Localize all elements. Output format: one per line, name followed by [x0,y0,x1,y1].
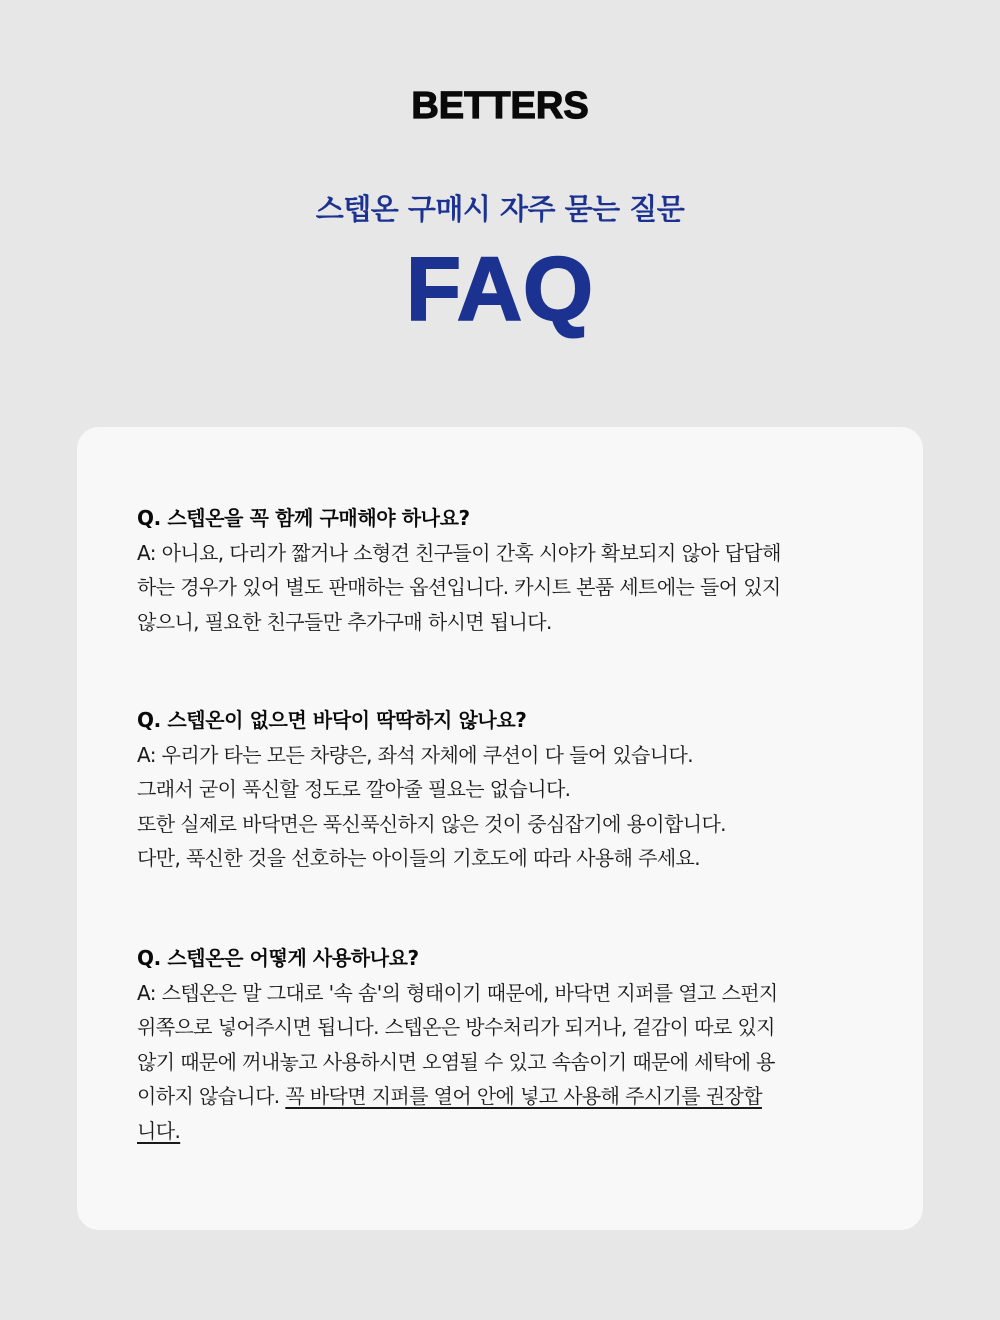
faq-item [137,501,867,639]
faq-answer [137,976,867,1149]
answer-line: 않으니, 필요한 친구들만 추가구매 하시면 됩니다. [137,609,552,634]
faq-item [137,941,867,1148]
answer-line: 그래서 굳이 푹신할 정도로 깔아줄 필요는 없습니다. [137,777,571,801]
page-subtitle: 스텝온 구매시 자주 묻는 질문 [315,192,685,226]
answer-line: 다만, 푹신한 것을 선호하는 아이들의 기호도에 따라 사용해 주세요. [137,846,701,870]
answer-line: 위쪽으로 넣어주시면 됩니다. 스텝온은 방수처리가 되거나, 겉감이 따로 있지 [137,1015,775,1039]
answer-text: 이하지 않습니다. [137,1084,286,1108]
faq-answer [137,536,867,640]
answer-line: 않기 때문에 꺼내놓고 사용하시면 오염될 수 있고 속솜이기 때문에 세탁에 용 [137,1049,775,1074]
faq-question: Q. 스텝온을 꼭 함께 구매해야 하나요? [137,506,470,530]
answer-line: A: 우리가 타는 모든 차량은, 좌석 자체에 쿠션이 다 들어 있습니다. [137,742,693,767]
answer-line [137,1079,867,1114]
answer-line: 하는 경우가 있어 별도 판매하는 옵션입니다. 카시트 본품 세트에는 들어 있지 [137,575,781,599]
answer-line: A: 스텝온은 말 그대로 '속 솜'의 형태이기 때문에, 바닥면 지퍼를 열고 스펀지 [137,980,778,1005]
recommendation-underlined: 니다. [137,1118,181,1143]
recommendation-underlined: 꼭 바닥면 지퍼를 열어 안에 넣고 사용해 주시기를 권장합 [285,1084,762,1108]
faq-question: Q. 스텝온이 없으면 바닥이 딱딱하지 않나요? [137,708,527,732]
faq-card [77,427,923,1230]
brand-logo: BETTERS [411,85,589,127]
page-title: FAQ [405,240,594,340]
answer-line [137,1114,867,1149]
answer-line: 또한 실제로 바닥면은 푹신푹신하지 않은 것이 중심잡기에 용이합니다. [137,811,726,836]
faq-item [137,703,867,876]
faq-question: Q. 스텝온은 어떻게 사용하나요? [137,946,419,970]
answer-line: A: 아니요, 다리가 짧거나 소형견 친구들이 간혹 시야가 확보되지 않아 답답해 [137,540,781,565]
faq-answer [137,738,867,876]
